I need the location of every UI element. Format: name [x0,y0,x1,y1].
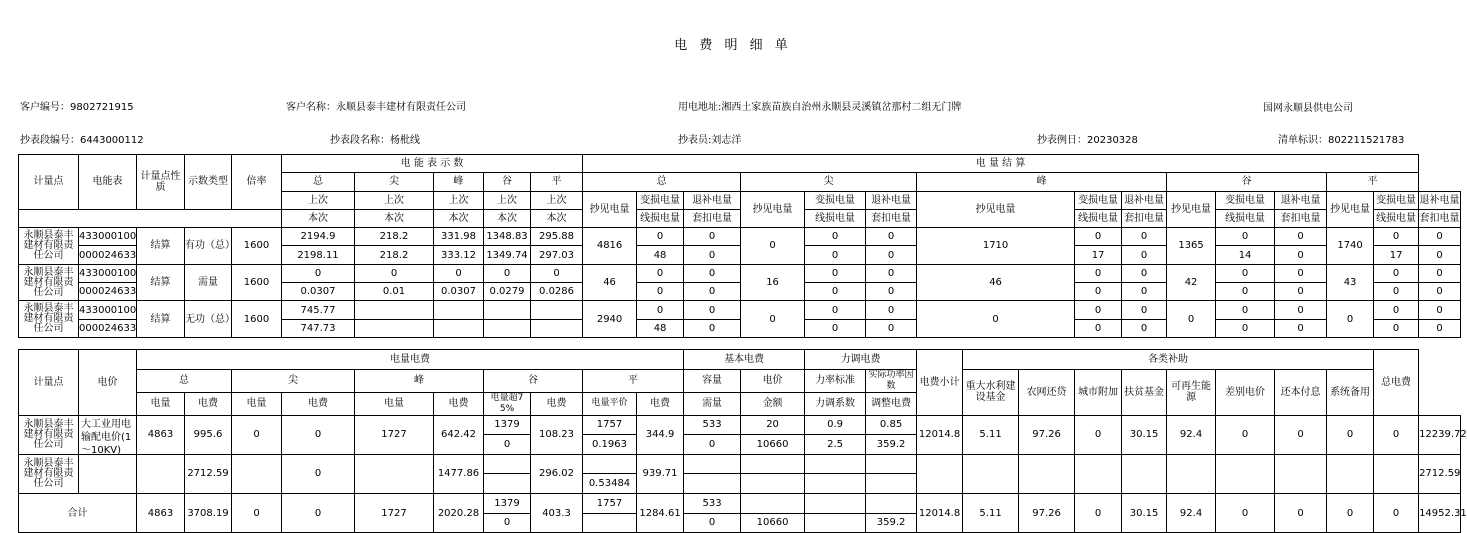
reading-this-gu [484,319,531,337]
th-line-loss: 线损电量 [1075,209,1122,227]
fee-unit-2: 10660 [741,435,805,455]
settle-feng-line: 0 [1075,319,1122,337]
settle-zong-line: 48 [637,246,684,264]
settle-gu-refund: 0 [1275,264,1327,282]
settle-feng-read: 0 [917,301,1075,338]
sum-gu-qty-2: 0 [484,513,531,533]
th-this: 本次 [531,209,583,227]
th-r-ping: 平 [531,173,583,191]
th-trans-loss: 变损电量 [1374,191,1419,209]
reading-last-zong: 0 [282,264,355,282]
th-r-zong: 总 [282,173,355,191]
th-renewable: 可再生能源 [1167,369,1216,415]
reading-last-ping: 295.88 [531,228,583,246]
sum-gu-fee: 403.3 [531,493,583,532]
settle-ping-refund: 0 [1419,228,1461,246]
settle-gu-trans: 0 [1216,228,1275,246]
reading-this-zong: 0.0307 [282,283,355,301]
meter-number-b: 000024633 [79,283,137,301]
th-line-loss: 线损电量 [1216,209,1275,227]
th-pf-fee: 力调电费 [805,350,917,370]
settle-ping-read: 1740 [1327,228,1374,265]
sum-label: 合计 [19,493,137,532]
th-adjust-fee: 调整电费 [866,392,917,415]
settle-ping-trans: 0 [1374,228,1419,246]
fee2-gu-fee: 296.02 [531,454,583,493]
settle-ping-deduct: 0 [1419,246,1461,264]
settle-feng-refund: 0 [1122,264,1167,282]
settle-gu-deduct: 0 [1275,283,1327,301]
th-read-q: 抄见电量 [583,191,637,228]
reading-this-ping: 297.03 [531,246,583,264]
usage-address: 用电地址:湘西土家族苗族自治州永顺县灵溪镇岔那村二组无门牌 [678,102,962,113]
fee-jian-fee: 0 [282,415,355,454]
th-avg: 电量平价 [583,392,637,415]
th-deduct: 套扣电量 [1419,209,1461,227]
th-poverty: 扶贫基金 [1122,369,1167,415]
sum-ping-qty-1: 1757 [583,493,637,513]
fee-gu-qty-2: 0 [484,435,531,455]
settle-ping-read: 0 [1327,301,1374,338]
reading-last-feng: 0 [434,264,484,282]
th-read-q: 抄见电量 [917,191,1075,228]
reading-last-gu [484,301,531,319]
th-qty: 电量 [355,392,434,415]
sum-rural: 97.26 [1019,493,1075,532]
settle-gu-line: 0 [1216,283,1275,301]
settle-zong-deduct: 0 [684,319,741,337]
th-read-q: 抄见电量 [1327,191,1374,228]
settle-feng-read: 46 [917,264,1075,301]
settle-gu-deduct: 0 [1275,319,1327,337]
settle-gu-read: 1365 [1167,228,1216,265]
fee2-total: 2712.59 [1419,454,1461,493]
th-backup: 系统备用 [1327,369,1374,415]
reading-row-type: 需量 [185,264,232,301]
reading-row-ratio: 1600 [232,301,282,338]
th-fee: 电费 [434,392,484,415]
fee2-feng-fee: 1477.86 [434,454,484,493]
th-this: 本次 [484,209,531,227]
settle-jian-trans: 0 [805,301,866,319]
fee-feng-fee: 642.42 [434,415,484,454]
settle-feng-deduct: 0 [1122,319,1167,337]
settle-ping-line: 0 [1374,283,1419,301]
th-interest: 还本付息 [1275,369,1327,415]
sum-unit-2: 10660 [741,513,805,533]
reading-last-zong: 745.77 [282,301,355,319]
fee-interest: 0 [1275,415,1327,454]
th-amount: 金额 [741,392,805,415]
fee-gu-qty-1: 1379 [484,415,531,435]
th-unit-price: 电价 [741,369,805,392]
reading-row-type: 有功（总） [185,228,232,265]
settle-jian-trans: 0 [805,228,866,246]
fee-capacity-1: 533 [684,415,741,435]
settle-zong-read: 46 [583,264,637,301]
th-last: 上次 [531,191,583,209]
reading-this-jian [355,319,434,337]
settle-feng-deduct: 0 [1122,246,1167,264]
settle-gu-read: 0 [1167,301,1216,338]
th-energy-fee: 电量电费 [137,350,684,370]
th-refund: 退补电量 [1275,191,1327,209]
th-line-loss: 线损电量 [805,209,866,227]
sum-jian-fee: 0 [282,493,355,532]
settle-jian-read: 0 [741,228,805,265]
settle-ping-deduct: 0 [1419,283,1461,301]
th-nature: 计量点性质 [137,155,185,210]
reading-this-zong: 2198.11 [282,246,355,264]
meter-number-b: 000024633 [79,319,137,337]
settle-gu-refund: 0 [1275,228,1327,246]
reading-last-jian: 218.2 [355,228,434,246]
settle-feng-read: 1710 [917,228,1075,265]
meter-number-a: 433000100 [79,228,137,246]
th-settlement: 电 量 结 算 [583,155,1419,173]
th-pf-actual: 实际功率因数 [866,369,917,392]
settle-jian-trans: 0 [805,264,866,282]
settle-gu-read: 42 [1167,264,1216,301]
settle-zong-deduct: 0 [684,283,741,301]
th-read-q: 抄见电量 [1167,191,1216,228]
settle-gu-line: 0 [1216,319,1275,337]
settle-feng-trans: 0 [1075,301,1122,319]
fee-actual-2: 359.2 [866,435,917,455]
settle-zong-line: 48 [637,319,684,337]
settle-feng-trans: 0 [1075,228,1122,246]
fee-rural: 97.26 [1019,415,1075,454]
fee-total: 12239.72 [1419,415,1461,454]
settle-zong-deduct: 0 [684,246,741,264]
reading-row-point: 永顺县泰丰建材有限责任公司 [19,301,79,338]
reading-row-type: 无功（总） [185,301,232,338]
th-line-loss: 线损电量 [637,209,684,227]
reading-last-ping: 0 [531,264,583,282]
th-this: 本次 [355,209,434,227]
th-last: 上次 [282,191,355,209]
segment-name: 抄表段名称：杨枇线 [330,135,420,146]
th-deduct: 套扣电量 [866,209,917,227]
settle-feng-refund: 0 [1122,228,1167,246]
th-f-feng: 峰 [355,369,484,392]
settle-zong-trans: 0 [637,301,684,319]
th-this: 本次 [282,209,355,227]
th-line-loss: 线损电量 [1374,209,1419,227]
reading-row-point: 永顺县泰丰建材有限责任公司 [19,264,79,301]
settle-ping-line: 0 [1374,319,1419,337]
settle-jian-read: 16 [741,264,805,301]
settle-jian-line: 0 [805,246,866,264]
settle-zong-line: 0 [637,283,684,301]
settle-feng-line: 17 [1075,246,1122,264]
th-demand: 需量 [684,392,741,415]
settle-gu-trans: 0 [1216,301,1275,319]
fee-backup: 0 [1327,415,1374,454]
reading-row-nature: 结算 [137,228,185,265]
fee-row-price [79,415,137,457]
settle-ping-trans: 0 [1374,301,1419,319]
settle-gu-refund: 0 [1275,301,1327,319]
th-last: 上次 [355,191,434,209]
sum-capacity-2: 0 [684,513,741,533]
fee-feng-qty: 1727 [355,415,434,454]
sum-actual-2: 359.2 [866,513,917,533]
th-trans-loss: 变损电量 [1216,191,1275,209]
settle-feng-refund: 0 [1122,301,1167,319]
fee-unit-1: 20 [741,415,805,435]
reading-this-feng: 333.12 [434,246,484,264]
fee2-ping-fee: 939.71 [637,454,684,493]
th-fee: 电费 [185,392,232,415]
th-qty: 电量 [137,392,185,415]
th-f-ping: 平 [583,369,684,392]
reading-last-feng [434,301,484,319]
fee-capacity-2: 0 [684,435,741,455]
th-pf-std: 力率标准 [805,369,866,392]
fee-jian-qty: 0 [232,415,282,454]
th-fee: 电费 [282,392,355,415]
settle-ping-deduct: 0 [1419,319,1461,337]
fee2-zong-fee: 2712.59 [185,454,232,493]
th-last: 上次 [484,191,531,209]
sum-zong-fee: 3708.19 [185,493,232,532]
th-last: 上次 [434,191,484,209]
th-qty: 电量 [232,392,282,415]
settle-zong-trans: 0 [637,228,684,246]
th-refund: 退补电量 [866,191,917,209]
th-s-ping: 平 [1327,173,1419,191]
th-s-jian: 尖 [741,173,917,191]
th-rural: 农网还贷 [1019,369,1075,415]
meter-reader: 抄表员:刘志洋 [678,135,742,146]
reading-row-nature: 结算 [137,301,185,338]
th-fee: 电费 [637,392,684,415]
settle-jian-deduct: 0 [866,283,917,301]
th-total: 总电费 [1374,350,1419,416]
sum-diff: 0 [1216,493,1275,532]
fee-subtotal: 12014.8 [917,415,963,454]
fee-renewable: 92.4 [1167,415,1216,454]
supplier-company: 国网永顺县供电公司 [1263,103,1353,114]
fee-actual-1: 0.85 [866,415,917,435]
fee-ping-qty-1: 1757 [583,415,637,435]
sum-interest: 0 [1275,493,1327,532]
reading-this-jian: 218.2 [355,246,434,264]
reading-last-gu: 1348.83 [484,228,531,246]
th-deduct: 套扣电量 [1275,209,1327,227]
sum-refund: 0 [1374,493,1419,532]
settle-zong-refund: 0 [684,301,741,319]
th-meter-point: 计量点 [19,155,79,210]
fee-row-price-text: 大工业用电输配电价(1～10KV) [81,419,132,457]
th-ratio: 倍率 [232,155,282,210]
fee-zong-fee: 995.6 [185,415,232,454]
th-trans-loss: 变损电量 [1075,191,1122,209]
reading-this-gu: 0.0279 [484,283,531,301]
reading-last-jian: 0 [355,264,434,282]
th-refund: 退补电量 [1419,191,1461,209]
sum-poverty: 30.15 [1122,493,1167,532]
settle-jian-deduct: 0 [866,319,917,337]
fee-pf-1: 0.9 [805,415,866,435]
reading-row-point: 永顺县泰丰建材有限责任公司 [19,228,79,265]
fee2-ping-qty-2: 0.53484 [583,474,637,494]
settle-jian-read: 0 [741,301,805,338]
sum-zong-qty: 4863 [137,493,185,532]
reading-this-zong: 747.73 [282,319,355,337]
th-reading-type: 示数类型 [185,155,232,210]
th-read-q: 抄见电量 [741,191,805,228]
th-r-jian: 尖 [355,173,434,191]
th-deduct: 套扣电量 [1122,209,1167,227]
th-s-gu: 谷 [1167,173,1327,191]
settle-feng-line: 0 [1075,283,1122,301]
settle-zong-refund: 0 [684,264,741,282]
settle-gu-trans: 0 [1216,264,1275,282]
th-f-gu: 谷 [484,369,583,392]
customer-number: 客户编号：9802721915 [20,102,134,113]
reading-this-feng [434,319,484,337]
sum-total: 14952.31 [1419,493,1461,532]
reading-this-gu: 1349.74 [484,246,531,264]
settle-jian-refund: 0 [866,264,917,282]
sum-hydro: 5.11 [963,493,1019,532]
settle-ping-line: 17 [1374,246,1419,264]
settle-zong-trans: 0 [637,264,684,282]
th-readings: 电 能 表 示 数 [282,155,583,173]
th-f-zong: 总 [137,369,232,392]
settle-jian-line: 0 [805,319,866,337]
reading-this-jian: 0.01 [355,283,434,301]
th-basic-fee: 基本电费 [684,350,805,370]
fee-poverty: 30.15 [1122,415,1167,454]
reading-date: 抄表例日：20230328 [1037,135,1138,146]
fee-hydro: 5.11 [963,415,1019,454]
th-capacity: 容量 [684,369,741,392]
fee-row2-point: 永顺县泰丰建材有限责任公司 [19,454,79,493]
settle-zong-read: 2940 [583,301,637,338]
th-pf-factor: 力调系数 [805,392,866,415]
th-this: 本次 [434,209,484,227]
th-trans-loss: 变损电量 [637,191,684,209]
settle-ping-trans: 0 [1374,264,1419,282]
reading-row-ratio: 1600 [232,264,282,301]
fee-ping-qty-2: 0.1963 [583,435,637,455]
th-refund: 退补电量 [684,191,741,209]
th-refund: 退补电量 [1122,191,1167,209]
th-price: 电价 [79,350,137,416]
th-f-jian: 尖 [232,369,355,392]
meter-reading-table [18,154,1461,338]
reading-row-ratio: 1600 [232,228,282,265]
th-urban: 城市附加 [1075,369,1122,415]
settle-zong-refund: 0 [684,228,741,246]
sum-renewable: 92.4 [1167,493,1216,532]
fee-diff: 0 [1216,415,1275,454]
meter-number-a: 433000100 [79,264,137,282]
reading-this-feng: 0.0307 [434,283,484,301]
reading-last-zong: 2194.9 [282,228,355,246]
settle-gu-deduct: 0 [1275,246,1327,264]
meter-number-b: 000024633 [79,246,137,264]
sum-backup: 0 [1327,493,1374,532]
settle-jian-refund: 0 [866,301,917,319]
document-title: 电 费 明 细 单 [674,38,792,53]
th-s-zong: 总 [583,173,741,191]
bill-identifier: 清单标识：802211521783 [1278,135,1405,146]
th-r-gu: 谷 [484,173,531,191]
reading-this-ping: 0.0286 [531,283,583,301]
sum-feng-fee: 2020.28 [434,493,484,532]
settle-jian-deduct: 0 [866,246,917,264]
fee2-jian-fee: 0 [282,454,355,493]
settle-ping-refund: 0 [1419,264,1461,282]
settle-jian-line: 0 [805,283,866,301]
th-diff-price: 差别电价 [1216,369,1275,415]
sum-capacity-1: 533 [684,493,741,513]
meter-number-a: 433000100 [79,301,137,319]
sum-jian-qty: 0 [232,493,282,532]
sum-feng-qty: 1727 [355,493,434,532]
th-meter: 电能表 [79,155,137,210]
segment-number: 抄表段编号：6443000112 [20,135,144,146]
settle-feng-deduct: 0 [1122,283,1167,301]
th-fee: 电费 [531,392,583,415]
sum-ping-fee: 1284.61 [637,493,684,532]
reading-last-jian [355,301,434,319]
sum-urban: 0 [1075,493,1122,532]
settle-feng-trans: 0 [1075,264,1122,282]
th-s-feng: 峰 [917,173,1167,191]
reading-last-gu: 0 [484,264,531,282]
customer-name: 客户名称：永顺县泰丰建材有限责任公司 [286,102,466,113]
fee-refund: 0 [1374,415,1419,454]
settle-gu-line: 14 [1216,246,1275,264]
settle-ping-read: 43 [1327,264,1374,301]
th-meter-point: 计量点 [19,350,79,416]
reading-row-nature: 结算 [137,264,185,301]
fee-table [18,349,1467,533]
fee-row-point: 永顺县泰丰建材有限责任公司 [19,415,79,454]
fee-urban: 0 [1075,415,1122,454]
th-r-feng: 峰 [434,173,484,191]
reading-last-ping [531,301,583,319]
fee-pf-2: 2.5 [805,435,866,455]
fee-zong-qty: 4863 [137,415,185,454]
settle-zong-read: 4816 [583,228,637,265]
th-surcharges: 各类补助 [963,350,1374,370]
th-subtotal: 电费小计 [917,350,963,416]
sum-gu-qty-1: 1379 [484,493,531,513]
reading-this-ping [531,319,583,337]
reading-last-feng: 331.98 [434,228,484,246]
th-trans-loss: 变损电量 [805,191,866,209]
settle-jian-refund: 0 [866,228,917,246]
th-deduct: 套扣电量 [684,209,741,227]
sum-subtotal: 12014.8 [917,493,963,532]
settle-ping-refund: 0 [1419,301,1461,319]
fee-ping-fee: 344.9 [637,415,684,454]
th-over75: 电量超75% [484,392,531,415]
fee-gu-fee: 108.23 [531,415,583,454]
th-hydro: 重大水利建设基金 [963,369,1019,415]
